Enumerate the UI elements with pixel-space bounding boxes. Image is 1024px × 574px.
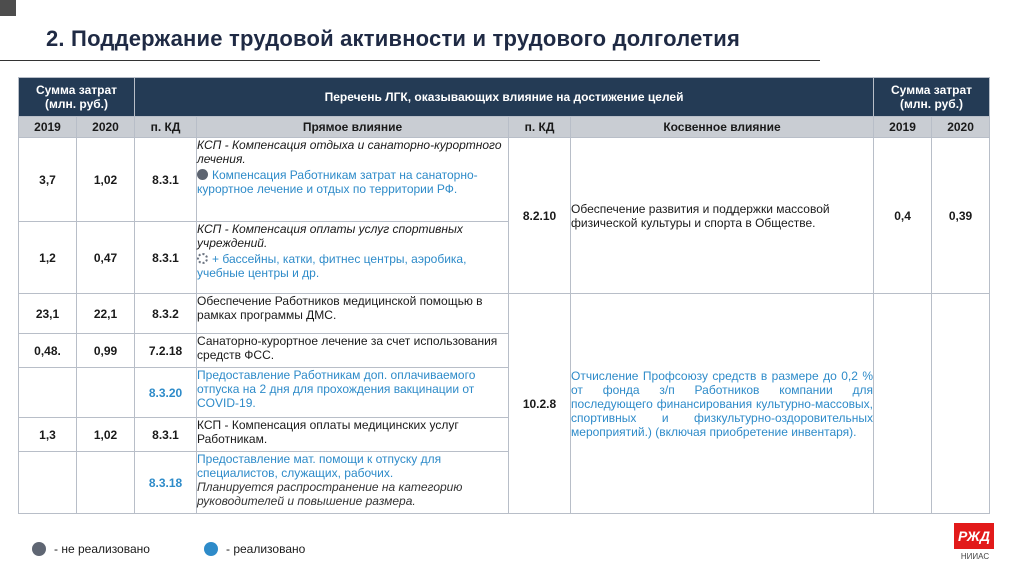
cost-2019-right xyxy=(874,294,932,514)
list-header: Перечень ЛГК, оказывающих влияние на достижение целей xyxy=(135,78,874,117)
direct-item-detail: + бассейны, катки, фитнес центры, аэробика, учебные центры и др. xyxy=(197,252,467,280)
cost-2019: 1,2 xyxy=(19,222,77,294)
year-2019-header: 2019 xyxy=(19,117,77,138)
direct-item-title: КСП - Компенсация отдыха и санаторно-курортного лечения. xyxy=(197,138,502,166)
title-divider xyxy=(0,60,820,61)
cost-2019: 3,7 xyxy=(19,138,77,222)
direct-item xyxy=(197,138,509,222)
kd-number-indirect: 8.2.10 xyxy=(509,138,571,294)
kd-number: 8.3.20 xyxy=(135,368,197,418)
kd-number: 8.3.1 xyxy=(135,418,197,452)
legend-not-implemented-label: - не реализовано xyxy=(54,542,150,556)
kd-number: 8.3.1 xyxy=(135,138,197,222)
gear-icon xyxy=(197,169,208,180)
cost-2020 xyxy=(77,452,135,514)
cost-2020: 1,02 xyxy=(77,138,135,222)
logo-caption: НИИАС xyxy=(960,552,990,561)
blue-dot-icon xyxy=(204,542,218,556)
kd-number: 7.2.18 xyxy=(135,334,197,368)
grey-dot-icon xyxy=(32,542,46,556)
kd-number: 8.3.2 xyxy=(135,294,197,334)
cost-2019 xyxy=(19,452,77,514)
cost-left-header: Сумма затрат (млн. руб.) xyxy=(19,78,135,117)
direct-item-title: КСП - Компенсация оплаты услуг спортивных учреждений. xyxy=(197,222,463,250)
direct-item xyxy=(197,452,509,514)
legend-not-implemented xyxy=(32,542,150,556)
lgk-table xyxy=(18,77,990,514)
cost-2019: 23,1 xyxy=(19,294,77,334)
cost-2020: 1,02 xyxy=(77,418,135,452)
direct-item-detail: Планируется распространение на категорию руководителей и повышение размера. xyxy=(197,480,463,508)
indirect-header: Косвенное влияние xyxy=(571,117,874,138)
corner-accent xyxy=(0,0,16,16)
kd-number: 8.3.18 xyxy=(135,452,197,514)
cost-2020 xyxy=(77,368,135,418)
indirect-item: Обеспечение развития и поддержки массовой физической культуры и спорта в Обществе. xyxy=(571,138,874,294)
cost-2020: 0,99 xyxy=(77,334,135,368)
year-2019-right-header: 2019 xyxy=(874,117,932,138)
cost-2019: 0,48. xyxy=(19,334,77,368)
cost-2020: 22,1 xyxy=(77,294,135,334)
table-row xyxy=(19,294,990,334)
kd-header: п. КД xyxy=(135,117,197,138)
legend-implemented-label: - реализовано xyxy=(226,542,306,556)
cost-2019: 1,3 xyxy=(19,418,77,452)
cost-2020-right: 0,39 xyxy=(932,138,990,294)
page-title: 2. Поддержание трудовой активности и трудового долголетия xyxy=(46,26,740,51)
direct-item: Обеспечение Работников медицинской помощью в рамках программы ДМС. xyxy=(197,294,509,334)
indirect-item: Отчисление Профсоюзу средств в размере до 0,2 % от фонда з/п Работников компании для последующего финансирования культурно-массовых, спортивных и физкультурно-оздоровительных мероприятий.) (включая приобретение инвентаря). xyxy=(571,294,874,514)
direct-item: Предоставление Работникам доп. оплачиваемого отпуска на 2 дня для прохождения вакцинации от COVID-19. xyxy=(197,368,509,418)
kd-number: 8.3.1 xyxy=(135,222,197,294)
cost-right-header: Сумма затрат (млн. руб.) xyxy=(874,78,990,117)
cost-2019-right: 0,4 xyxy=(874,138,932,294)
kd-number-indirect: 10.2.8 xyxy=(509,294,571,514)
legend-implemented xyxy=(204,542,305,556)
year-2020-header: 2020 xyxy=(77,117,135,138)
direct-header: Прямое влияние xyxy=(197,117,509,138)
cost-2020-right xyxy=(932,294,990,514)
cost-2019 xyxy=(19,368,77,418)
direct-item-detail: Компенсация Работникам затрат на санаторно-курортное лечение и отдых по территории РФ. xyxy=(197,168,478,196)
direct-item: КСП - Компенсация оплаты медицинских услуг Работникам. xyxy=(197,418,509,452)
direct-item: Санаторно-курортное лечение за счет использования средств ФСС. xyxy=(197,334,509,368)
table-row xyxy=(19,138,990,222)
year-2020-right-header: 2020 xyxy=(932,117,990,138)
direct-item xyxy=(197,222,509,294)
cost-2020: 0,47 xyxy=(77,222,135,294)
direct-item-title: Предоставление мат. помощи к отпуску для специалистов, служащих, рабочих. xyxy=(197,452,442,480)
rzd-logo: РЖД xyxy=(954,523,994,549)
kd-header-indirect: п. КД xyxy=(509,117,571,138)
gear-icon xyxy=(197,253,208,264)
